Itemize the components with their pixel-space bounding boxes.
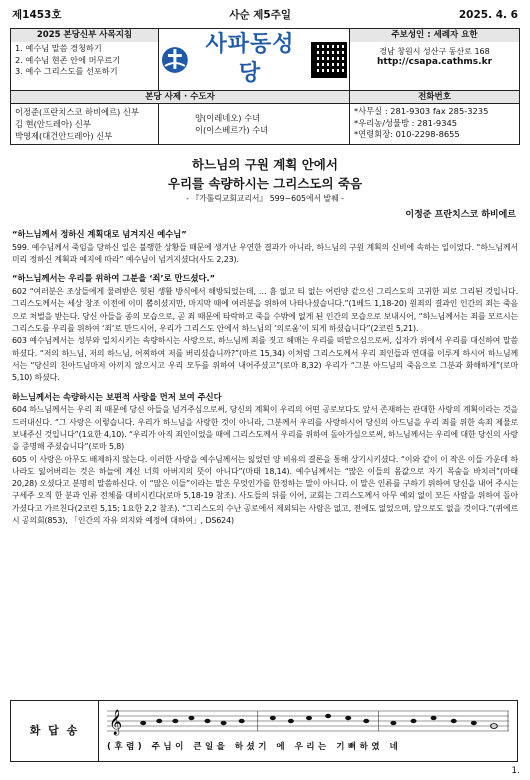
- phone-item: *사무실 : 281-9303 fax 285-3235: [354, 106, 489, 117]
- phone-item: *연령회장: 010-2298-8655: [354, 129, 460, 140]
- guidelines-title: 2025 본당신부 사목지침: [11, 29, 158, 42]
- priest-name: 김 현(안드레아) 신부: [15, 119, 91, 130]
- article-body: [10, 229, 520, 527]
- article-author: 이정준 프란치스코 하비에르: [405, 210, 516, 221]
- phones-list: [350, 104, 520, 145]
- church-name: 사파동성당: [205, 32, 295, 86]
- parish-info-box: [350, 29, 520, 91]
- priests-list: [11, 104, 159, 145]
- top-bar: [10, 6, 520, 26]
- section-heading: “하느님께서는 우리를 위하여 그분을 ‘죄’로 만드셨다.”: [12, 273, 216, 284]
- treble-clef-icon: 𝄞: [109, 710, 123, 735]
- guideline-item: 3. 예수 그리스도를 선포하기: [15, 66, 118, 76]
- song-label: 화 답 송: [11, 701, 99, 761]
- phones-title: 전화번호: [350, 91, 520, 104]
- church-logo-box: [159, 29, 350, 91]
- article-paragraph: 603 예수님께서는 성부와 일치시키는 속량하시는 사랑으로, 하느님께 죄를 짓고 헤매는 우리를 떠맡으심으로써, 십자가 위에서 우리를 대신하여 말씀하셨다. “저의 하느님, 저의 하느님, 어찌하여 저를 버리셨습니까?”(마르 15,34) 이처럼 그리스도께서 우리 죄인들과 연대를 이루게 하시어 하느님께서는 “당신의 친아드님마저 아끼지 않으시고 우리 모두를 위하여 내어주셨고”(로마 8,32) 우리가 “그분 아드님의 죽음으로 그분과 화해하게”(로마 5,10) 하셨다.: [12, 336, 518, 383]
- section-heading: 하느님께서는 속량하시는 보편적 사랑을 먼저 보여 주신다: [12, 391, 222, 402]
- qr-code-icon[interactable]: [311, 42, 347, 78]
- header-table: [10, 28, 520, 145]
- priest-name: 이정준(프란치스코 하비에르) 신부: [15, 107, 139, 118]
- article-paragraph: 605 이 사랑은 아무도 배제하지 않는다. 이러한 사랑을 예수님께서는 잃었던 양 비유의 결론을 통해 상기시키셨다. “이와 같이 이 작은 이들 가운데 하나라도 잃어버리는 것은 하늘에 계신 너희 아버지의 뜻이 아니다”(마태 18,14). 예수님께서는 “많은 이들의 몸값으로 자기 목숨을 바치러”(마태 20,28) 오셨다고 분명히 말씀하신다. 이 “많은 이들”이라는 말은 무엇인가를 한정하는 말이 아니다. 이 말은 인류를 구하기 위하여 당신을 내어 주시는 구세주 오직 한 분과 인류 전체를 대비시킨다(로마 5,18-19 참조). 사도들의 뒤를 이어, 교회는 그리스도께서 아무 예외 없이 모든 사람을 위하여 돌아가셨다고 가르친다(2코린 5,15; 1요한 2,2 참조). “그리스도의 수난 공로에서 제외되는 사람은 없고, 전에도 없었으며, 앞으로도 없을 것이다.”(퀴에르시 공의회(853), 「인간의 자유 의지와 예정에 대하여」, DS624): [12, 454, 518, 525]
- clergy-title: 본당 사제 · 수도자: [11, 91, 350, 104]
- article-paragraph: 604 하느님께서는 우리 죄 때문에 당신 아들을 넘겨주심으로써, 당신의 계획이 우리의 어떤 공로보다도 앞서 존재하는 관대한 사랑의 계획이라는 것을 드러내신다. “그 사랑은 이렇습니다. 우리가 하느님을 사랑한 것이 아니라, 그분께서 우리를 사랑하시어 당신의 아드님을 우리 죄를 위한 속죄 제물로 보내주신 것입니다”(1요한 4,10). “우리가 아직 죄인이었을 때에 그리스도께서 우리를 위하여 돌아가심으로써, 하느님께서는 우리에 대한 당신의 사랑을 증명해 주셨습니다”(로마 5,8): [12, 405, 518, 452]
- patron-saint: 주보성인 : 세례자 요한: [350, 29, 519, 42]
- page-number: 1.: [511, 766, 520, 777]
- article-title-line1: 하느님의 구원 계획 안에서: [192, 157, 338, 173]
- church-address: 경남 창원시 성산구 동산로 168: [379, 47, 490, 56]
- article-title-line2: 우리를 속량하시는 그리스도의 죽음: [167, 176, 363, 192]
- issue-number: 제1453호: [12, 9, 62, 22]
- song-lyrics: (후렴) 주님이 큰일을 하셨기 에 우리는 기뻐하였 네: [107, 742, 402, 753]
- guideline-item: 1. 예수님 말씀 경청하기: [15, 43, 102, 53]
- phone-item: *우리농/성물방 : 281-9345: [354, 117, 458, 128]
- section-heading: “하느님께서 정하신 계획대로 넘겨지신 예수님”: [12, 229, 187, 239]
- article-source: - 『가톨릭교회교리서』 599~605에서 발췌 -: [186, 194, 344, 204]
- issue-date: 2025. 4. 6: [458, 9, 518, 22]
- church-website-link[interactable]: http://csapa.cathms.kr: [376, 57, 493, 67]
- guideline-item: 2. 예수님 현존 안에 머무르기: [15, 54, 121, 65]
- article-paragraph: 602 “여러분은 조상들에게 물려받은 헛된 생활 방식에서 해방되었는데, … 흠 없고 티 없는 어린양 같으신 그리스도의 고귀한 피로 그리된 것입니다. 그리스도께서는 세상 창조 이전에 이미 뽑히셨지만, 마지막 때에 여러분을 위하여 나타나셨습니다.”(1베드 1,18-20) 원죄의 결과인 인간의 죄는 죽음으로 처벌을 받는다. 당신 아들을 종의 모습으로, 곧 죄 때문에 타락하고 죽을 수밖에 없게 된 인간의 모습으로 보내시어, “하느님께서는 죄를 모르시는 그리스도를 우리를 위하여 ‘죄’로 만드시어, 우리가 그리스도 안에서 하느님의 ‘의로움’이 되게 하셨습니다”(2코린 5,21).: [12, 287, 518, 334]
- guidelines-box: [11, 29, 159, 91]
- music-staff: [107, 707, 509, 737]
- sister-name: 이(이스베르가) 수녀: [195, 125, 269, 136]
- sister-name: 양(이레네오) 수녀: [195, 113, 261, 124]
- priest-name: 박영제(대건안드레아) 신부: [15, 131, 113, 142]
- article-title-block: [10, 155, 520, 204]
- responsorial-psalm-box: [10, 700, 518, 762]
- liturgical-week: 사순 제5주일: [229, 9, 292, 22]
- article-paragraph: 599. 예수님께서 죽임을 당하신 일은 불행한 상황들 때문에 생겨난 우연한 결과가 아니라, 하느님의 구원 계획의 신비에 속하는 일이었다. “하느님께서 미리 정하신 계획과 예지에 따라” 예수님이 넘겨지셨다(사도 2,23).: [12, 242, 518, 265]
- sisters-list: [159, 104, 350, 145]
- church-emblem-icon: [161, 45, 189, 75]
